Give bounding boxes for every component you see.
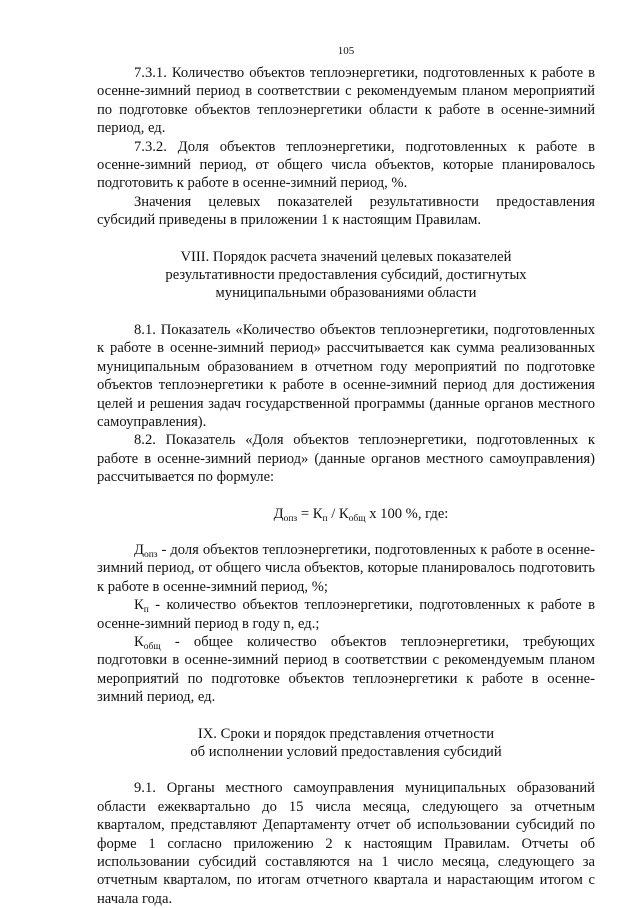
definition-d bbox=[97, 541, 595, 596]
section-8-heading-line-2: результативности предоставления субсидий, достигнутых bbox=[165, 267, 527, 284]
section-9-heading bbox=[97, 725, 595, 762]
section-9-heading-line-1: IX. Сроки и порядок представления отчетности bbox=[197, 725, 495, 742]
definition-kobsh bbox=[97, 633, 595, 707]
formula-eq-k: = К bbox=[297, 505, 323, 522]
paragraph-9-1: 9.1. Органы местного самоуправления муниципальных образований области ежеквартально до 15 числа месяца, следующего за отчетным кварталом, представляют Департаменту отчет об использовании субсидий по форме 1 согласно приложению 2 к настоящим Правилам. Отчеты об использовании субсидий составляются на 1 число месяца, следующего за отчетным кварталом, по итогам отчетного квартала и нарастающим итогом с начала года. bbox=[97, 780, 595, 907]
definition-kp-text: - количество объектов теплоэнергетики, подготовленных к работе в осенне-зимний период в году n, ед.; bbox=[97, 597, 595, 632]
definition-kobsh-symbol: К bbox=[134, 633, 144, 650]
definition-kp-subscript: п bbox=[143, 605, 149, 616]
formula-k-subscript: п bbox=[322, 513, 328, 524]
paragraph-7-3-1: 7.3.1. Количество объектов теплоэнергетики, подготовленных к работе в осенне-зимний период в соответствии с рекомендуемым планом мероприятий по подготовке объектов теплоэнергетики области к работе в осенне-зимний период, ед. bbox=[97, 65, 595, 137]
definition-kp-symbol: К bbox=[134, 597, 144, 614]
formula bbox=[127, 505, 595, 523]
page-number: 105 bbox=[337, 45, 355, 57]
section-9-heading-line-2: об исполнении условий предоставления субсидий bbox=[190, 744, 502, 760]
section-8-heading-line-3: муниципальными образованиями области bbox=[215, 285, 477, 302]
section-8-heading-line-1: VIII. Порядок расчета значений целевых показателей bbox=[180, 248, 512, 265]
definition-kobsh-subscript: общ bbox=[143, 641, 161, 652]
definition-d-text: - доля объектов теплоэнергетики, подготовленных к работе в осенне-зимний период, от общего числа объектов, которые планировалось подготовить к работе в осенне-зимний период, %; bbox=[97, 541, 595, 595]
definition-kp bbox=[97, 596, 595, 633]
formula-d-subscript: опз bbox=[283, 513, 298, 524]
definition-d-symbol: Д bbox=[134, 541, 144, 558]
paragraph-indicator-values: Значения целевых показателей результативности предоставления субсидий приведены в приложении 1 к настоящим Правилам. bbox=[97, 193, 595, 229]
definition-d-subscript: опз bbox=[143, 549, 158, 560]
definition-kobsh-text: - общее количество объектов теплоэнергетики, требующих подготовки в осенне-зимний период в соответствии с рекомендуемым планом мероприятий по подготовке объектов теплоэнергетики к работе в осенне-зимний период, ед. bbox=[97, 633, 595, 706]
formula-div-k: / К bbox=[327, 505, 349, 522]
paragraph-7-3-2: 7.3.2. Доля объектов теплоэнергетики, подготовленных к работе в осенне-зимний период, от общего числа объектов, которые планировалось подготовить к работе в осенне-зимний период, %. bbox=[97, 138, 595, 192]
paragraph-8-2: 8.2. Показатель «Доля объектов теплоэнергетики, подготовленных к работе в осенне-зимний период» (данные органов местного самоуправления) рассчитывается по формуле: bbox=[97, 432, 595, 486]
section-8-heading bbox=[97, 248, 595, 303]
formula-d-symbol: Д bbox=[273, 505, 284, 522]
formula-tail: х 100 %, где: bbox=[365, 505, 449, 522]
paragraph-8-1: 8.1. Показатель «Количество объектов теплоэнергетики, подготовленных к работе в осенне-зимний период» рассчитывается как сумма реализованных муниципальным образованием в отчетном году мероприятий по подготовке объектов теплоэнергетики к работе в осенне-зимний период для достижения целей и решения задач государственной программы (данные органов местного самоуправления). bbox=[97, 321, 595, 430]
formula-k-total-subscript: общ bbox=[348, 513, 366, 524]
